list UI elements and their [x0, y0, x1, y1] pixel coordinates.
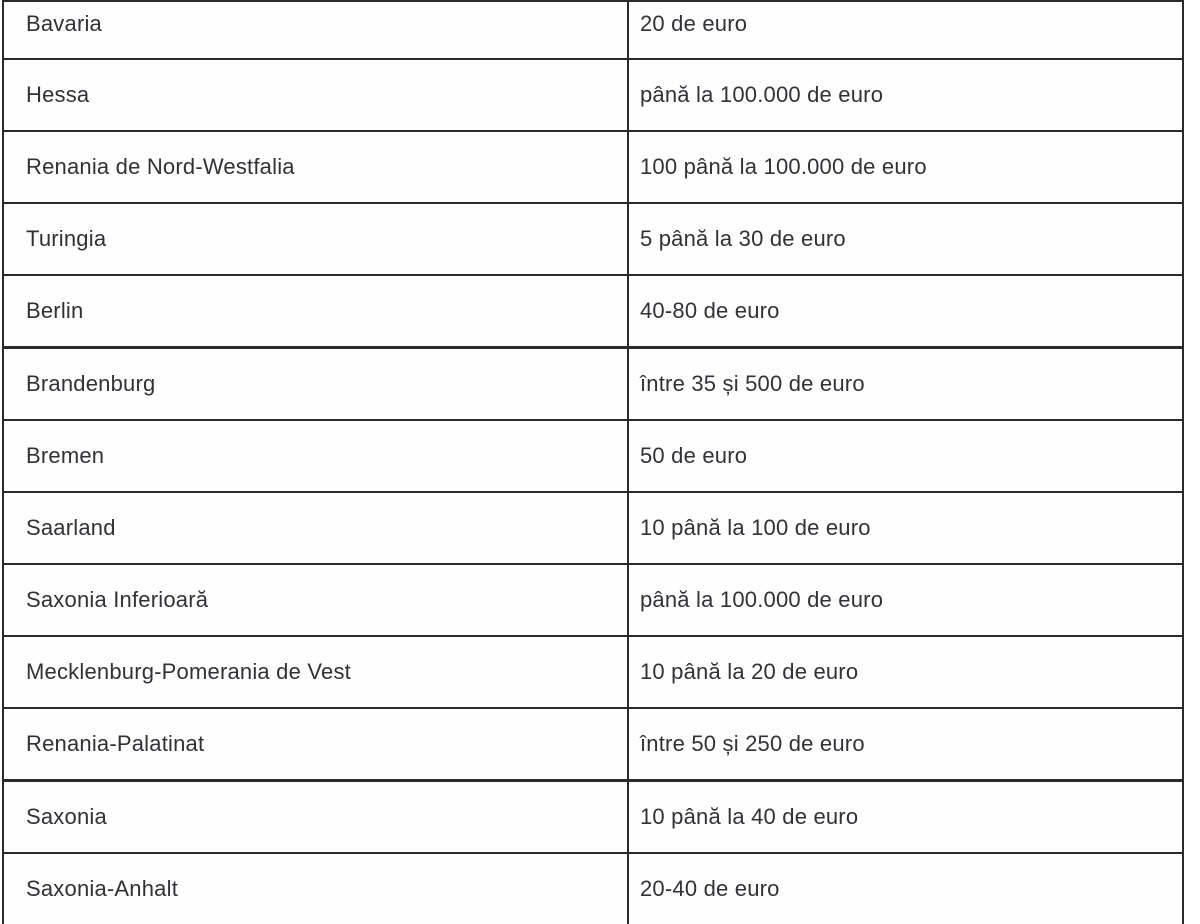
table-row	[4, 346, 1182, 419]
state-cell: Berlin	[4, 276, 629, 346]
fine-cell: 40-80 de euro	[640, 298, 780, 323]
state-cell: Saxonia	[4, 782, 629, 852]
table-row	[4, 202, 1182, 274]
fine-cell: 20 de euro	[640, 11, 748, 36]
table-row	[4, 2, 1182, 58]
state-cell: Saxonia-Anhalt	[4, 854, 629, 924]
table-row	[4, 707, 1182, 779]
state-cell: Saarland	[4, 493, 629, 563]
fine-cell: 100 până la 100.000 de euro	[640, 154, 927, 179]
table-row	[4, 491, 1182, 563]
state-cell: Brandenburg	[4, 349, 629, 419]
fine-cell: până la 100.000 de euro	[640, 587, 884, 612]
fine-cell: 20-40 de euro	[640, 876, 780, 901]
state-cell: Hessa	[4, 60, 629, 130]
state-cell: Saxonia Inferioară	[4, 565, 629, 635]
state-cell: Mecklenburg-Pomerania de Vest	[4, 637, 629, 707]
fine-cell: 10 până la 20 de euro	[640, 659, 859, 684]
table-row	[4, 130, 1182, 202]
table-row	[4, 274, 1182, 346]
fine-cell: 5 până la 30 de euro	[640, 226, 846, 251]
state-cell: Renania de Nord-Westfalia	[4, 132, 629, 202]
fine-cell: până la 100.000 de euro	[640, 82, 884, 107]
fines-table	[2, 0, 1184, 924]
state-cell: Renania-Palatinat	[4, 709, 629, 779]
state-cell: Turingia	[4, 204, 629, 274]
state-cell: Bremen	[4, 421, 629, 491]
fine-cell: între 50 și 250 de euro	[640, 731, 865, 756]
table-row	[4, 563, 1182, 635]
table-row	[4, 419, 1182, 491]
state-cell: Bavaria	[4, 2, 629, 58]
table-row	[4, 852, 1182, 924]
table-row	[4, 779, 1182, 852]
table-row	[4, 635, 1182, 707]
fine-cell: 10 până la 40 de euro	[640, 804, 859, 829]
fine-cell: 10 până la 100 de euro	[640, 515, 871, 540]
table-row	[4, 58, 1182, 130]
fine-cell: 50 de euro	[640, 443, 748, 468]
fine-cell: între 35 și 500 de euro	[640, 371, 865, 396]
